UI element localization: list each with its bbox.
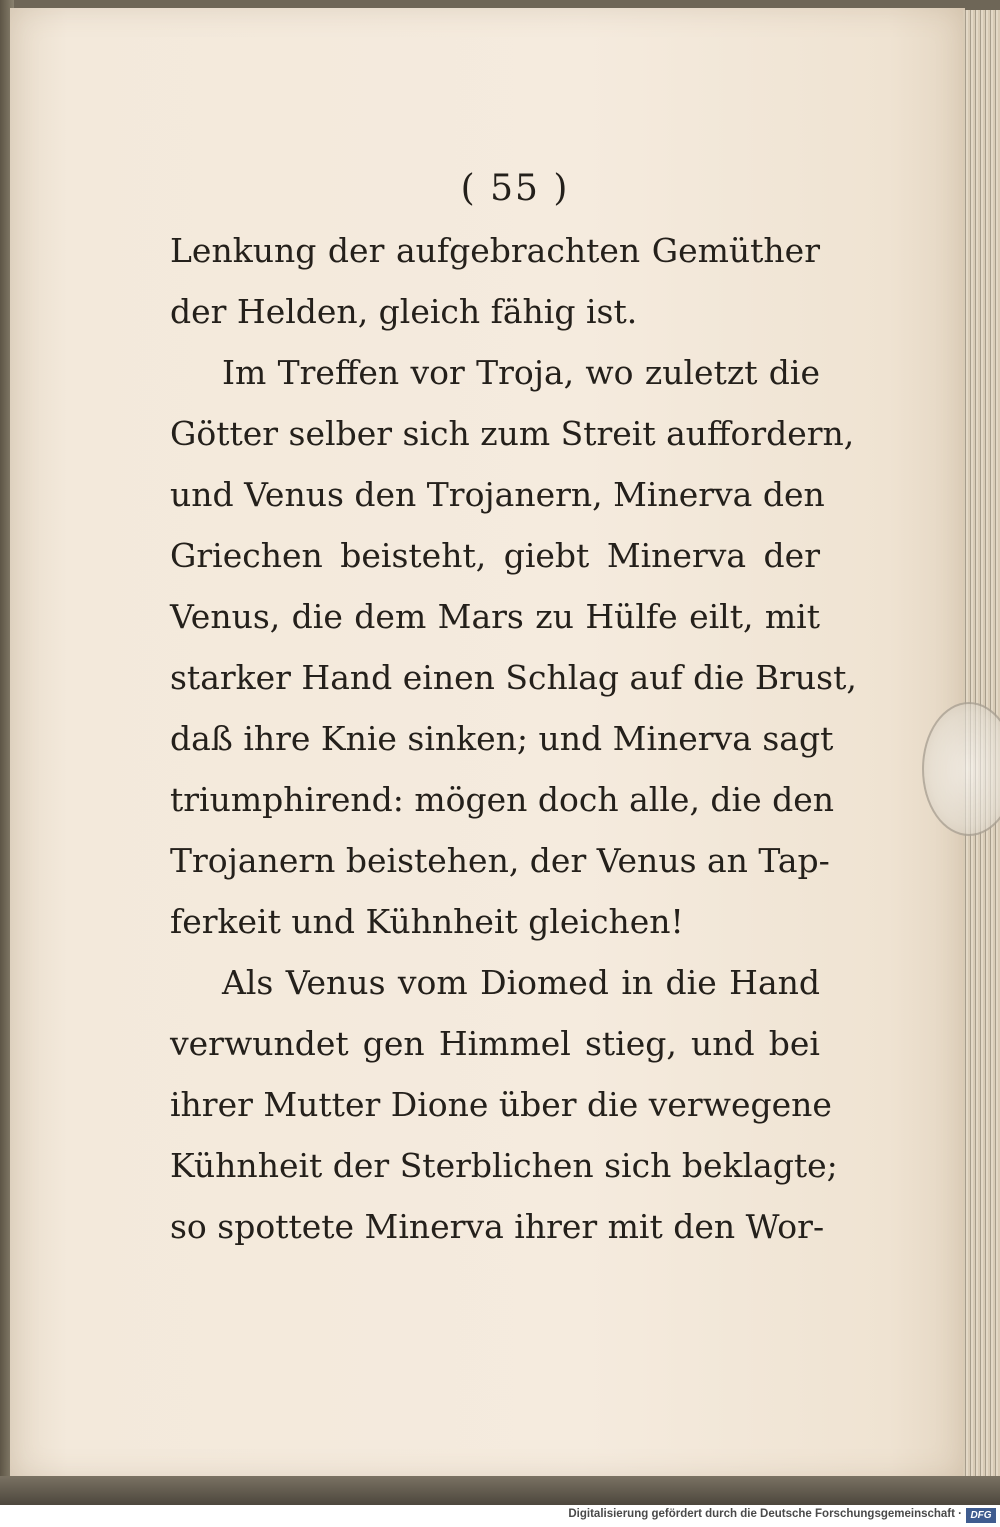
text-line: und Venus den Trojanern, Minerva den — [170, 475, 825, 514]
text-line: so spottete Minerva ihrer mit den Wor- — [170, 1207, 825, 1246]
text-line: daß ihre Knie sinken; und Minerva sagt — [170, 719, 834, 758]
text-line: ferkeit und Kühnheit gleichen! — [170, 902, 684, 941]
text-line: Im Treffen vor Troja, wo zuletzt die — [222, 353, 820, 392]
text-line: triumphirend: mögen doch alle, die den — [170, 780, 835, 819]
text-line: verwundet gen Himmel stieg, und bei — [170, 1024, 820, 1063]
text-line: ihrer Mutter Dione über die verwegene — [170, 1085, 832, 1124]
dfg-logo: DFG — [966, 1508, 996, 1523]
funding-credit: Digitalisierung gefördert durch die Deutsche Forschungsgemeinschaft · — [568, 1508, 962, 1520]
book-bottom-edge — [0, 1476, 1000, 1505]
text-line: Als Venus vom Diomed in die Hand — [222, 963, 820, 1002]
digitization-footer — [0, 1505, 1000, 1527]
text-line: Trojanern beistehen, der Venus an Tap- — [170, 841, 830, 880]
text-line: der Helden, gleich fähig ist. — [170, 292, 638, 331]
text-line: Götter selber sich zum Streit auffordern, — [170, 414, 855, 453]
paper-page — [10, 8, 965, 1478]
text-line: Venus, die dem Mars zu Hülfe eilt, mit — [170, 597, 820, 636]
page-text-block — [170, 158, 857, 1257]
page-number: ( 55 ) — [460, 168, 570, 209]
text-line: Lenkung der aufgebrachten Gemüther — [170, 231, 820, 270]
text-line: Kühnheit der Sterblichen sich beklagte; — [170, 1146, 838, 1185]
text-line: Griechen beisteht, giebt Minerva der — [170, 536, 820, 575]
text-line: starker Hand einen Schlag auf die Brust, — [170, 658, 857, 697]
